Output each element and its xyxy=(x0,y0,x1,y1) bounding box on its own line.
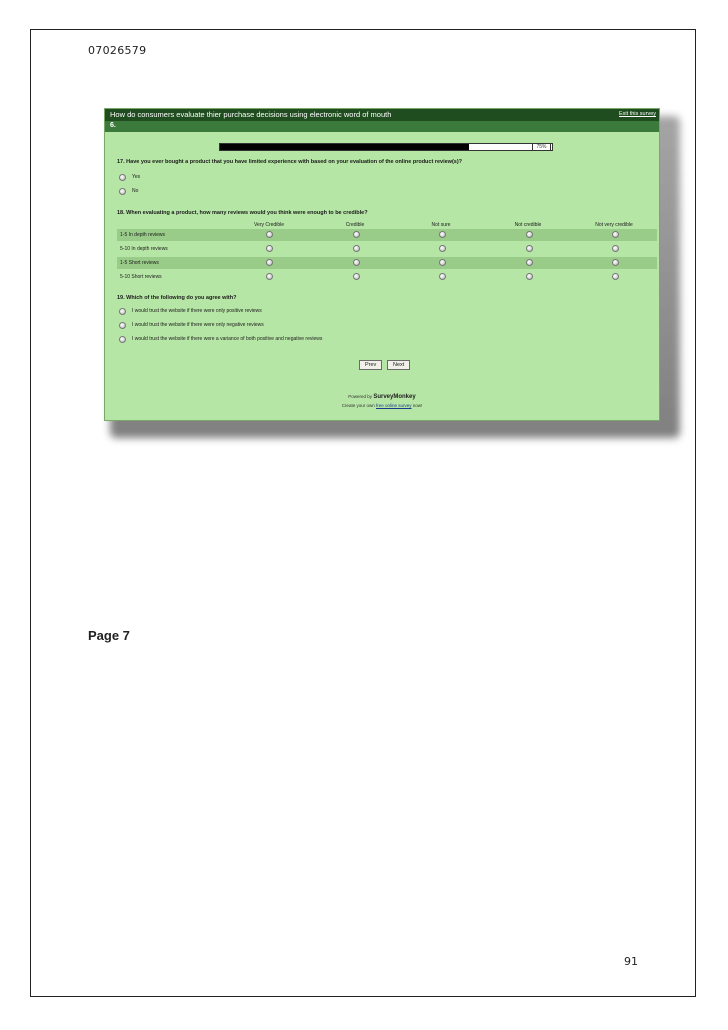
radio-button[interactable] xyxy=(119,336,126,343)
radio-button[interactable] xyxy=(526,273,533,280)
page-label: Page 7 xyxy=(88,628,130,643)
radio-button[interactable] xyxy=(439,231,446,238)
powered-by-text: Powered by xyxy=(348,394,373,399)
powered-by xyxy=(105,394,659,400)
q19-option-label: I would trust the website if there were a variance of both positive and negative reviews xyxy=(132,336,323,342)
prev-button[interactable]: Prev xyxy=(359,360,382,370)
matrix-row xyxy=(117,257,657,269)
section-header xyxy=(105,121,659,132)
radio-button[interactable] xyxy=(612,231,619,238)
radio-button[interactable] xyxy=(119,174,126,181)
q17-option-yes[interactable] xyxy=(119,173,140,181)
free-online-survey-link[interactable]: free online survey xyxy=(375,403,412,408)
q17-title: 17. Have you ever bought a product that you have limited experience with based on your evaluation of the online product review(s)? xyxy=(117,159,463,165)
q19-option[interactable] xyxy=(119,307,262,315)
page-number: 91 xyxy=(624,955,638,968)
radio-button[interactable] xyxy=(526,231,533,238)
matrix-row-label: 5-10 In depth reviews xyxy=(120,246,168,252)
radio-button[interactable] xyxy=(266,273,273,280)
q19-option[interactable] xyxy=(119,321,264,329)
radio-button[interactable] xyxy=(119,308,126,315)
q19-option-label: I would trust the website if there were only negative reviews xyxy=(132,322,264,328)
next-button[interactable]: Next xyxy=(387,360,410,370)
radio-button[interactable] xyxy=(439,273,446,280)
matrix-row-label: 5-10 Short reviews xyxy=(120,274,162,280)
matrix-row-label: 1-5 Short reviews xyxy=(120,260,159,266)
radio-button[interactable] xyxy=(266,259,273,266)
radio-button[interactable] xyxy=(266,231,273,238)
radio-button[interactable] xyxy=(612,259,619,266)
exit-survey-link[interactable]: Exit this survey xyxy=(619,111,656,117)
q17-option-no[interactable] xyxy=(119,187,138,195)
radio-button[interactable] xyxy=(353,245,360,252)
column-header: Not sure xyxy=(431,222,451,228)
radio-button[interactable] xyxy=(612,245,619,252)
radio-button[interactable] xyxy=(119,322,126,329)
student-id: 07026579 xyxy=(88,44,147,57)
create-pre-text: Create your own xyxy=(341,403,375,408)
matrix-row xyxy=(117,229,657,241)
radio-button[interactable] xyxy=(612,273,619,280)
radio-button[interactable] xyxy=(353,259,360,266)
column-header: Not very credible xyxy=(595,222,633,228)
radio-button[interactable] xyxy=(439,245,446,252)
column-header: Not credible xyxy=(514,222,542,228)
create-post-text: now! xyxy=(412,403,423,408)
q18-title: 18. When evaluating a product, how many reviews would you think were enough to be credible? xyxy=(117,210,368,216)
survey-screenshot xyxy=(104,108,660,421)
progress-bar xyxy=(219,143,553,151)
progress-fill xyxy=(220,144,469,150)
q17-option-label: Yes xyxy=(132,174,141,180)
q19-option[interactable] xyxy=(119,335,322,343)
radio-button[interactable] xyxy=(353,273,360,280)
survey-title: How do consumers evaluate thier purchase decisions using electronic word of mouth xyxy=(110,110,392,119)
q19-title: 19. Which of the following do you agree with? xyxy=(117,295,237,301)
section-number: 6. xyxy=(110,122,116,129)
matrix-row xyxy=(117,271,657,283)
radio-button[interactable] xyxy=(439,259,446,266)
radio-button[interactable] xyxy=(526,259,533,266)
column-header: Very Credible xyxy=(253,222,284,228)
surveymonkey-brand: SurveyMonkey xyxy=(373,394,416,400)
radio-button[interactable] xyxy=(526,245,533,252)
matrix-row xyxy=(117,243,657,255)
survey-header xyxy=(105,109,659,121)
progress-percent: 75% xyxy=(532,143,551,151)
radio-button[interactable] xyxy=(266,245,273,252)
matrix-row-label: 1-5 In depth reviews xyxy=(120,232,166,238)
survey-window xyxy=(104,108,660,421)
column-header: Credible xyxy=(345,222,365,228)
q17-option-label: No xyxy=(132,188,139,194)
create-survey-line xyxy=(105,403,659,408)
q19-option-label: I would trust the website if there were only positive reviews xyxy=(132,308,262,314)
radio-button[interactable] xyxy=(119,188,126,195)
radio-button[interactable] xyxy=(353,231,360,238)
